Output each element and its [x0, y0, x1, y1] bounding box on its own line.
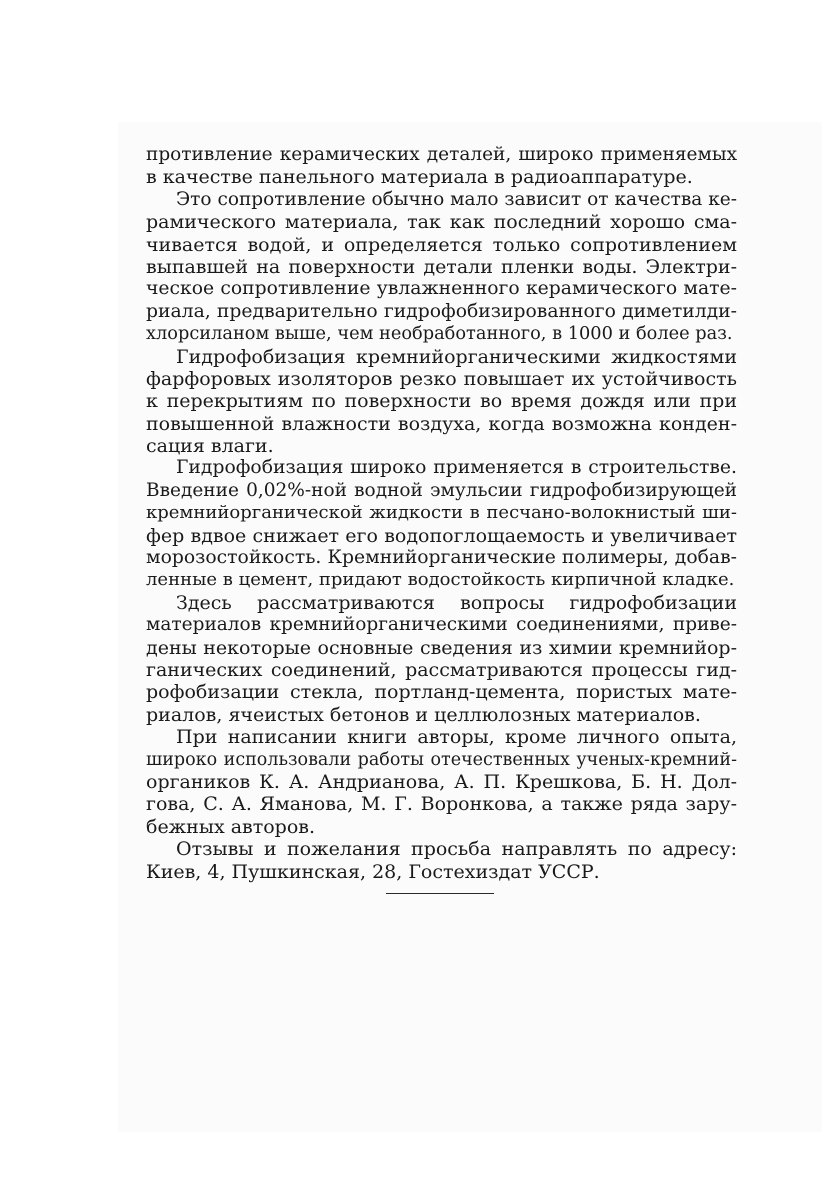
text-line: ленные в цемент, придают водостойкость кирпичной кладке.	[146, 569, 735, 591]
text-line: Здесь рассматриваются вопросы гидрофобизации	[176, 591, 737, 614]
text-line: ганических соединений, рассматриваются процессы гид-	[146, 658, 737, 681]
text-line: Гидрофобизация широко применяется в строительстве.	[176, 457, 737, 479]
text-line: бежных авторов.	[146, 815, 316, 838]
text-line: рамического материала, так как последний хорошо сма-	[146, 211, 737, 234]
text-line: чивается водой, и определяется только сопротивлением	[146, 233, 737, 256]
text-line: к перекрытиям по поверхности во время дождя или при	[146, 390, 737, 413]
text-line: При написании книги авторы, кроме личного опыта,	[176, 726, 737, 749]
text-line: органиков К. А. Андрианова, А. П. Крешкова, Б. Н. Дол-	[146, 770, 737, 793]
text-line: выпавшей на поверхности детали пленки воды. Электри-	[146, 255, 737, 278]
text-line: фарфоровых изоляторов резко повышает их устойчивость	[146, 367, 737, 390]
text-line: риалов, ячеистых бетонов и целлюлозных материалов.	[146, 703, 701, 726]
body-text	[146, 144, 737, 883]
text-line: гова, С. А. Яманова, М. Г. Воронкова, а также ряда зару-	[146, 793, 737, 816]
text-line: Киев, 4, Пушкинская, 28, Гостехиздат УССР.	[146, 860, 600, 883]
text-line: дены некоторые основные сведения из химии кремнийор-	[146, 636, 737, 659]
text-line: фер вдвое снижает его водопоглощаемость и увеличивает	[146, 524, 737, 547]
text-line: противление керамических деталей, широко применяемых	[146, 144, 737, 165]
text-line: хлорсиланом выше, чем необработанного, в 1000 и более раз.	[146, 324, 733, 345]
text-line: риала, предварительно гидрофобизированного диметилди-	[146, 300, 737, 322]
text-line: в качестве панельного материала в радиоаппаратуре.	[146, 166, 693, 189]
text-line: Гидрофобизация кремнийорганическими жидкостями	[176, 345, 737, 368]
text-line: ческое сопротивление увлажненного керамического мате-	[146, 278, 737, 300]
text-line: широко использовали работы отечественных ученых-кремний-	[146, 749, 737, 770]
text-line: Введение 0,02%-ной водной эмульсии гидрофобизирующей	[146, 479, 737, 501]
text-line: материалов кремнийорганическими соединениями, приве-	[146, 614, 737, 636]
text-line: рофобизации стекла, портланд-цемента, пористых мате-	[146, 681, 737, 704]
text-line: повышенной влажности воздуха, когда возможна конден-	[146, 412, 737, 435]
text-line: сация влаги.	[146, 435, 274, 458]
text-line: Отзывы и пожелания просьба направлять по адресу:	[176, 838, 737, 861]
text-line: Это сопротивление обычно мало зависит от качества ке-	[176, 188, 737, 210]
text-line: кремнийорганической жидкости в песчано-волокнистый ши-	[146, 502, 737, 524]
text-line: морозостойкость. Кремнийорганические полимеры, добав-	[146, 547, 737, 569]
closing-rule	[386, 893, 494, 894]
